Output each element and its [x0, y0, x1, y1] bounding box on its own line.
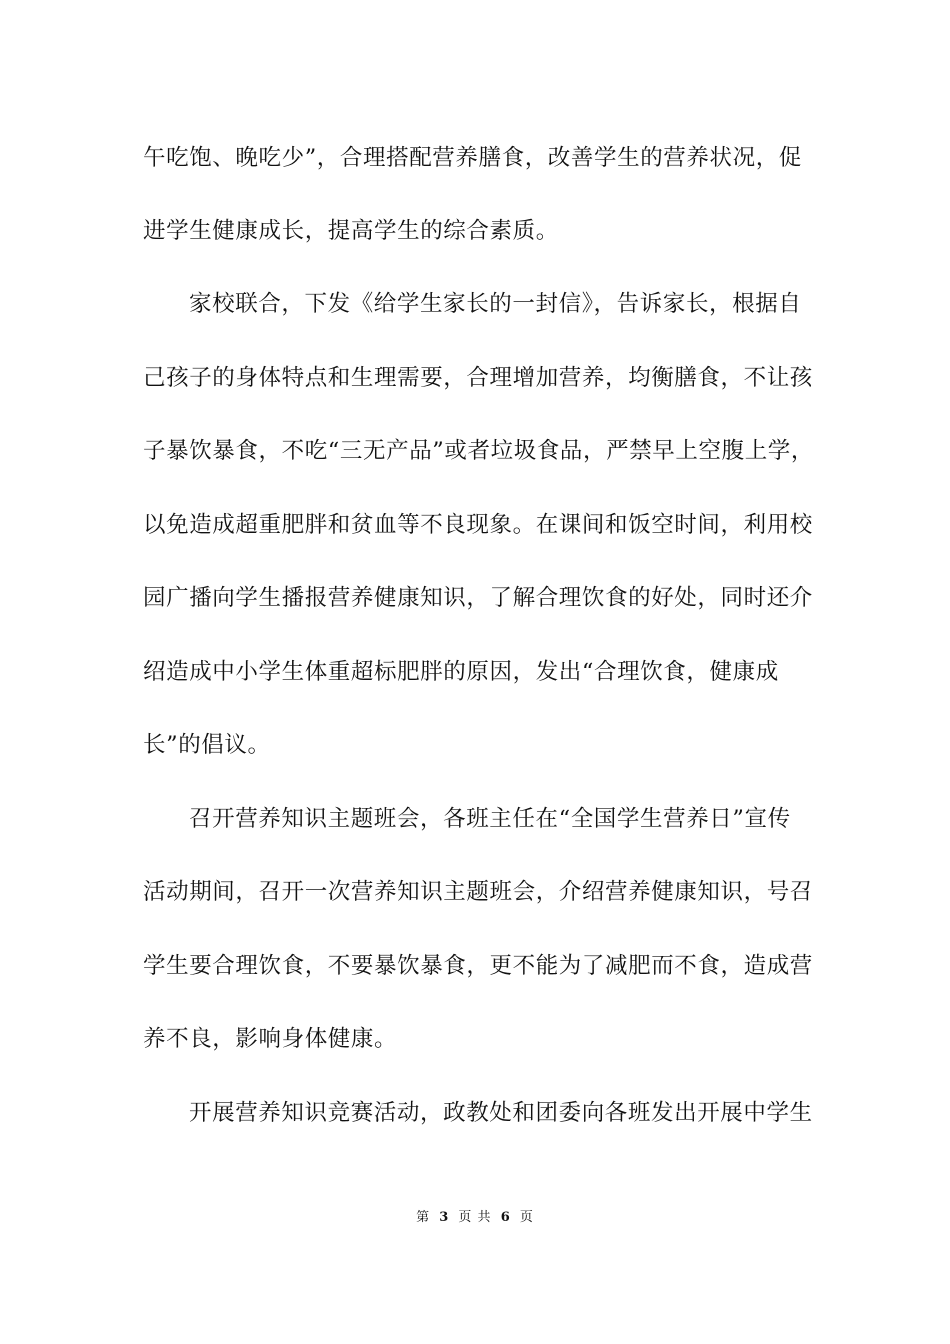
text-line: 园广播向学生播报营养健康知识，了解合理饮食的好处，同时还介 — [143, 585, 813, 611]
text-line: 子暴饮暴食，不吃“三无产品”或者垃圾食品，严禁早上空腹上学， — [143, 438, 815, 464]
text-line: 进学生健康成长，提高学生的综合素质。 — [143, 218, 559, 244]
text-line: 养不良，影响身体健康。 — [143, 1026, 398, 1052]
page-footer — [0, 1209, 950, 1227]
text-line: 己孩子的身体特点和生理需要，合理增加营养，均衡膳食，不让孩 — [143, 365, 813, 391]
text-line: 以免造成超重肥胖和贫血等不良现象。在课间和饭空时间，利用校 — [143, 512, 813, 538]
paragraph-start-line: 家校联合，下发《给学生家长的一封信》，告诉家长，根据自 — [189, 291, 802, 317]
text-line: 午吃饱、晚吃少”，合理搭配营养膳食，改善学生的营养状况，促 — [143, 145, 802, 171]
text-line: 长”的倡议。 — [143, 732, 271, 758]
footer-middle: 页 共 — [458, 1210, 492, 1225]
text-line: 学生要合理饮食，不要暴饮暴食，更不能为了减肥而不食，造成营 — [143, 953, 813, 979]
footer-suffix: 页 — [519, 1210, 534, 1225]
text-line: 活动期间，召开一次营养知识主题班会，介绍营养健康知识，号召 — [143, 879, 813, 905]
current-page-number: 3 — [439, 1210, 450, 1225]
text-line: 绍造成中小学生体重超标肥胖的原因，发出“合理饮食，健康成 — [143, 659, 779, 685]
paragraph-start-line: 开展营养知识竞赛活动，政教处和团委向各班发出开展中学生 — [189, 1100, 813, 1126]
paragraph-start-line: 召开营养知识主题班会，各班主任在“全国学生营养日”宣传 — [189, 806, 791, 832]
footer-prefix: 第 — [416, 1210, 431, 1225]
total-pages-number: 6 — [500, 1210, 511, 1225]
